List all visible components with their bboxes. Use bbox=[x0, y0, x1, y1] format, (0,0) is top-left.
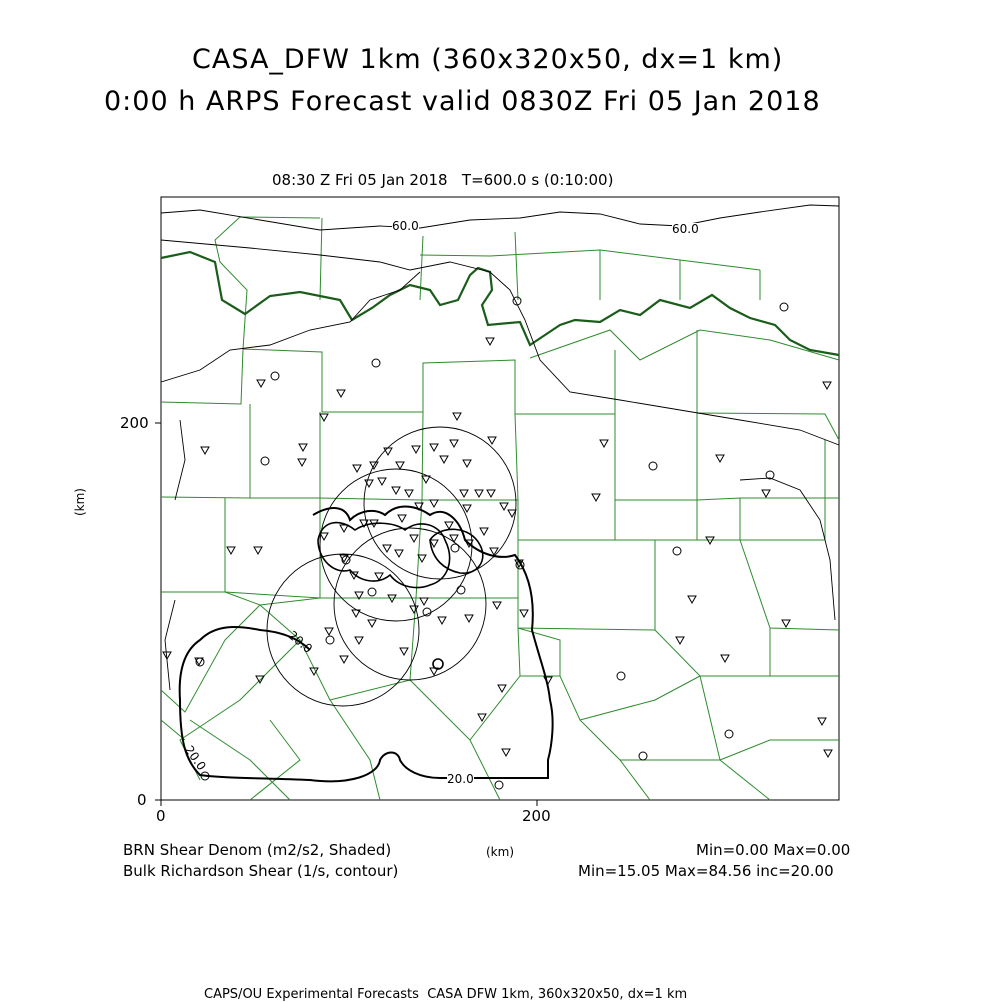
title-line-2: 0:00 h ARPS Forecast valid 0830Z Fri 05 Jan 2018 bbox=[104, 86, 821, 117]
contour-label-20-bottom: 20.0 bbox=[447, 772, 474, 786]
contours bbox=[161, 205, 839, 781]
y-tick-label-0: 0 bbox=[137, 791, 147, 809]
contour-label-60-left: 60.0 bbox=[392, 219, 419, 233]
contour-label-20-left: 20.0 bbox=[285, 628, 316, 656]
station-markers bbox=[163, 297, 832, 789]
contour-label-20-bottom-left: 20.0 bbox=[181, 743, 209, 773]
contour-field-label: Bulk Richardson Shear (1/s, contour) bbox=[123, 862, 399, 880]
title-line-1: CASA_DFW 1km (360x320x50, dx=1 km) bbox=[192, 44, 784, 75]
contour-label-60-right: 60.0 bbox=[672, 222, 699, 236]
plot-subtitle: 08:30 Z Fri 05 Jan 2018 T=600.0 s (0:10:00) bbox=[272, 171, 614, 189]
circle-markers bbox=[196, 297, 788, 789]
county-boundaries bbox=[161, 217, 839, 800]
y-axis-unit: (km) bbox=[73, 487, 88, 517]
x-tick-label-200: 200 bbox=[522, 807, 551, 825]
shaded-field-stats: Min=0.00 Max=0.00 bbox=[696, 841, 851, 859]
y-tick-label-200: 200 bbox=[120, 414, 149, 432]
contour-field-stats: Min=15.05 Max=84.56 inc=20.00 bbox=[578, 862, 834, 880]
triangle-markers bbox=[163, 338, 832, 757]
shaded-field-label: BRN Shear Denom (m2/s2, Shaded) bbox=[123, 841, 392, 859]
footer-credit: CAPS/OU Experimental Forecasts CASA DFW 1km, 360x320x50, dx=1 km bbox=[204, 987, 688, 1002]
x-tick-label-0: 0 bbox=[156, 807, 166, 825]
x-axis-unit: (km) bbox=[486, 845, 515, 859]
